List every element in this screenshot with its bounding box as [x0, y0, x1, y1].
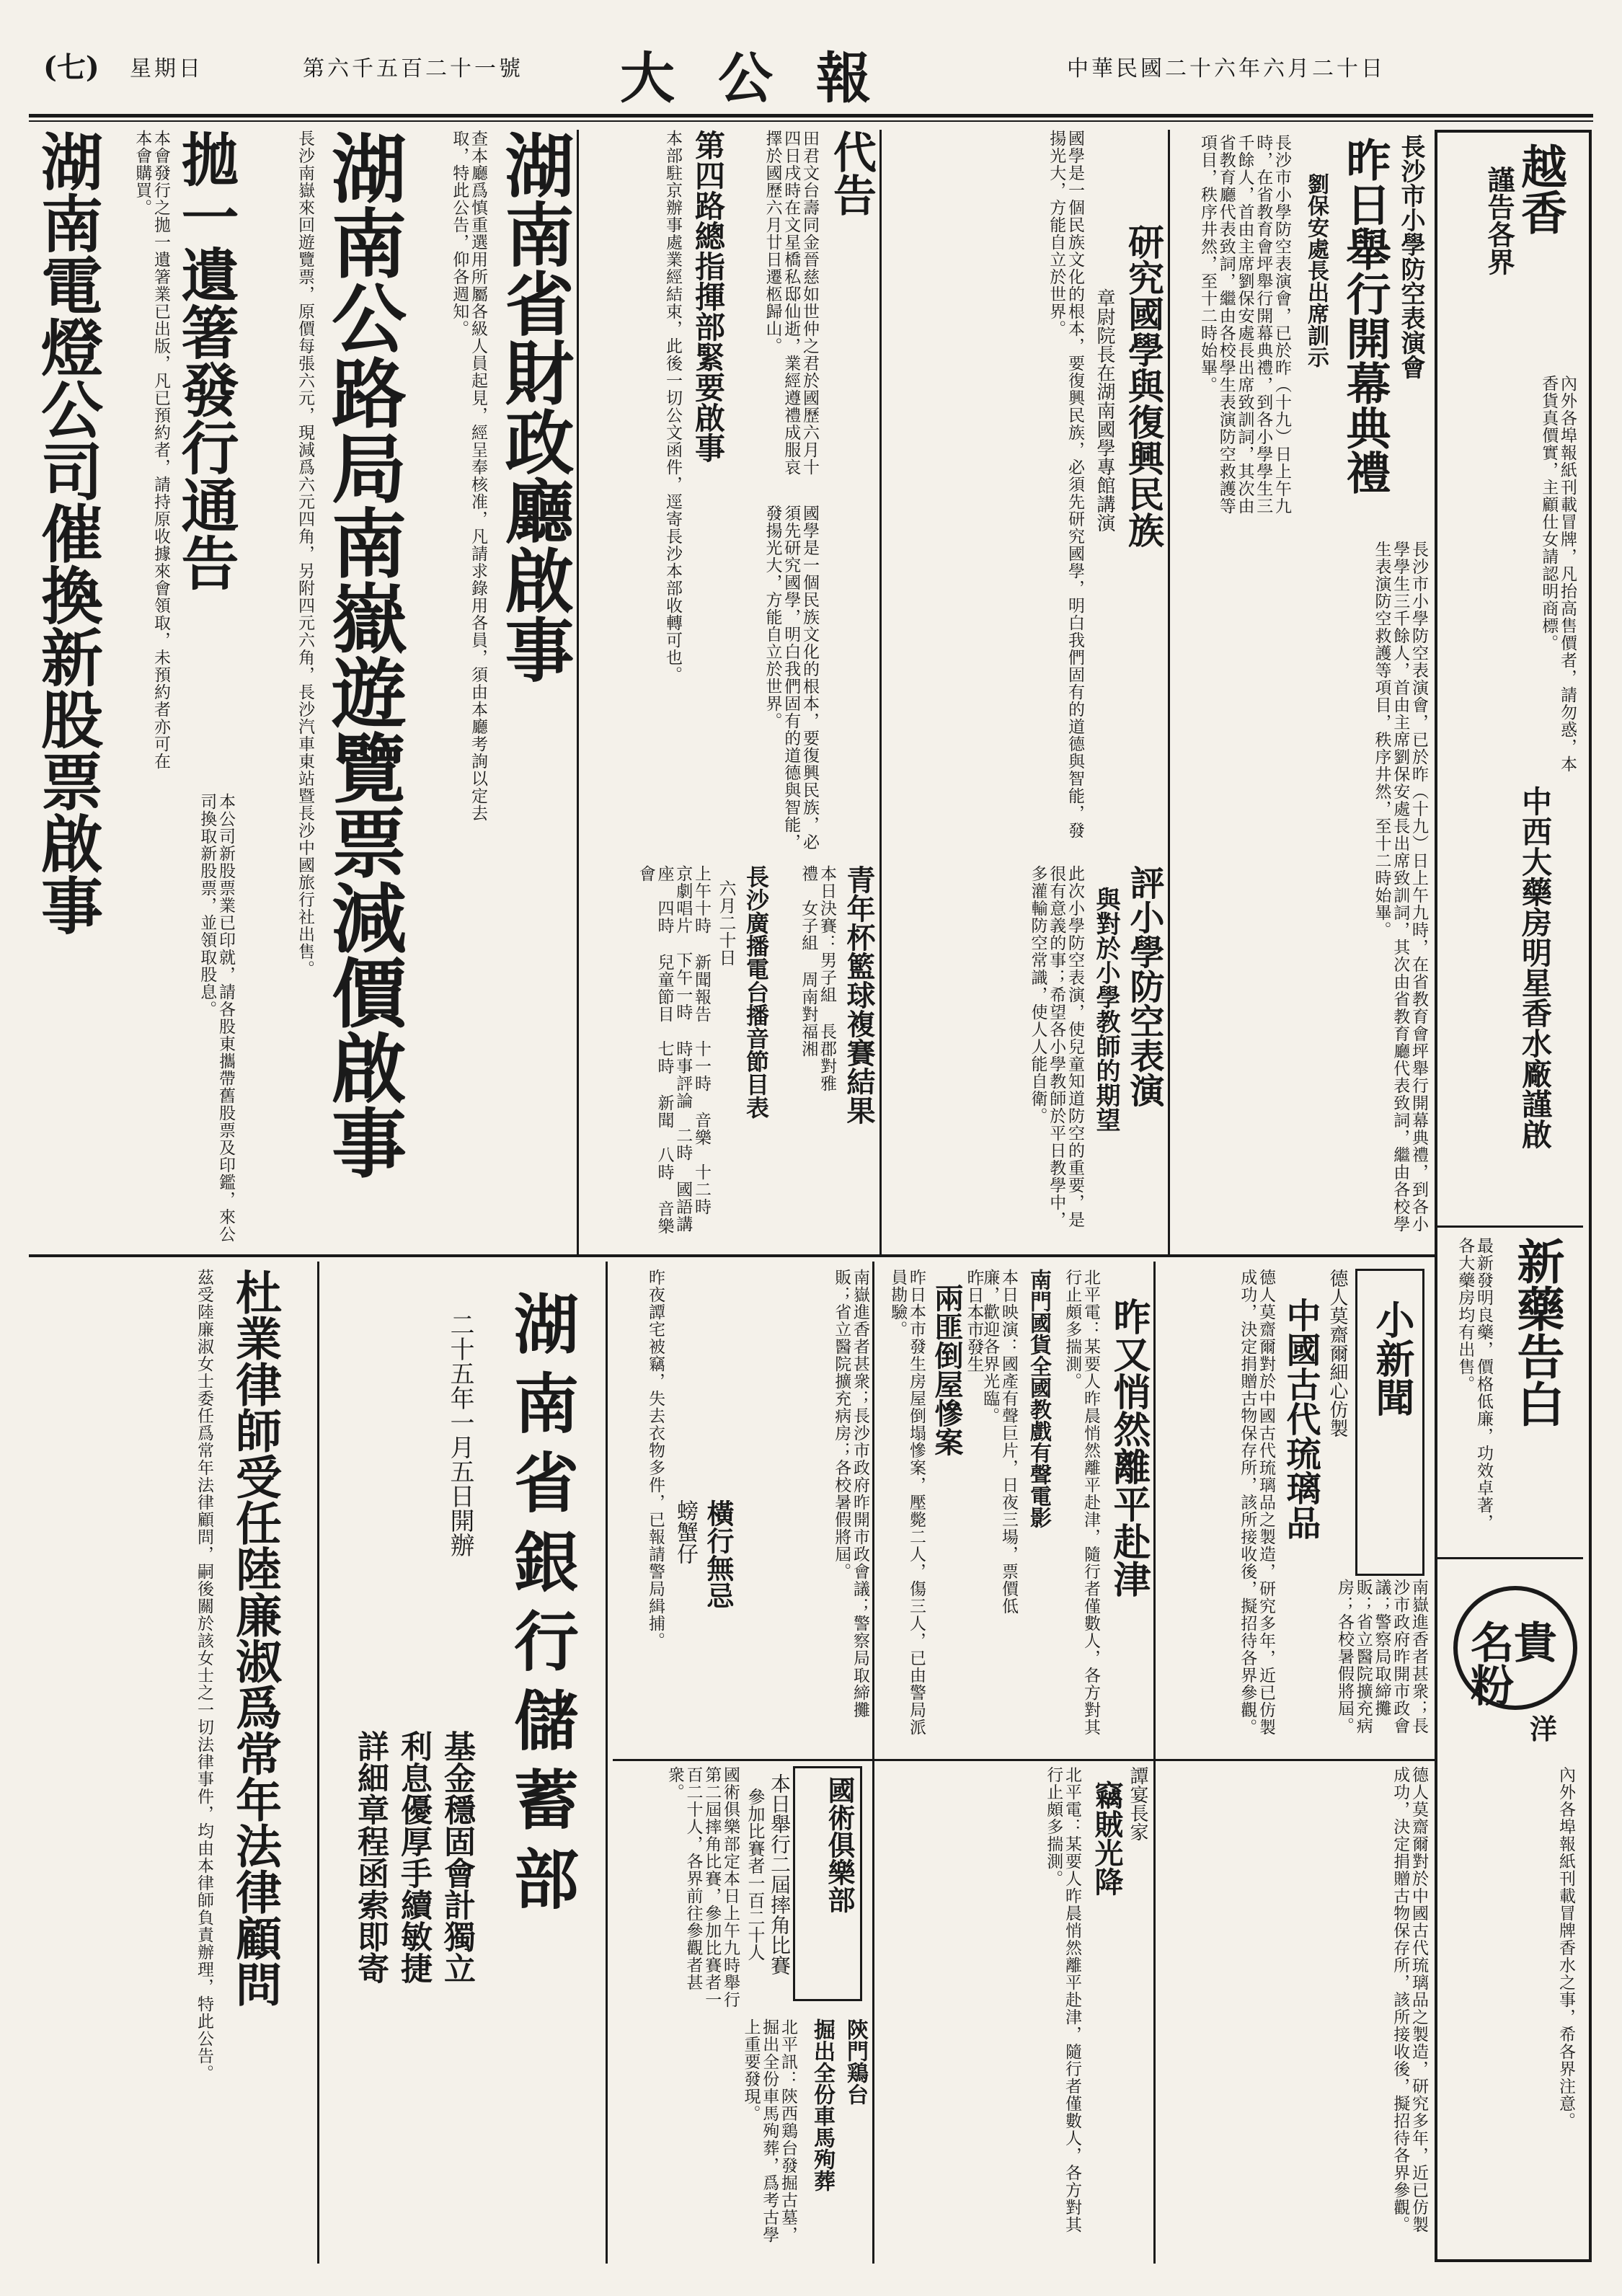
finance-body: 查本廳爲慎重選用所屬各級人員起見，經呈奉核准，凡請求錄用各員，須由本廳考詢以定去取，特此公告，仰各週知。 [450, 130, 487, 822]
middle-ads [584, 130, 876, 858]
arrest-kicker: 昨日本市發生 [964, 1269, 984, 1373]
thief-article [879, 1766, 1150, 2256]
journey-body: 北平電：某要人昨晨悄然離平赴津，隨行者僅數人，各方對其行止頗多揣測。 [1063, 1269, 1100, 1736]
col-rule-g [317, 1262, 319, 2264]
rally-body-continued [1175, 541, 1427, 1247]
rally-body: 長沙市小學防空表演會，已於昨（十九）日上午九時，在省教育會坪舉行開幕典禮，到各小學學生三千餘人，首由主席劉保安處長出席致訓詞，其次由省教育廳代表致詞，繼由各校學生表演防空救護等項目，秩序井然，至十二時始畢。 [1198, 134, 1291, 515]
bank-line-2: 利息優厚手續敏捷 [395, 1730, 432, 1984]
power-company-title: 湖南電燈公司催換新股票啟事 [30, 130, 103, 936]
bank-date: 二十五年一月五日開辦 [446, 1312, 474, 1557]
memorial-body: 田君文台壽同金晉慈如世仲之君於國歷六月十四日戌時在文星橋私邸仙逝，業經遵禮成服哀擇於國歷六月廿日遷柩歸山。 [763, 130, 819, 476]
side-drug-title: 新藥告白 [1509, 1237, 1565, 1427]
thief-article-body: 北平電：某要人昨晨悄然離平赴津，隨行者僅數人，各方對其行止頗多揣測。 [1044, 1766, 1081, 2233]
col-rule-b [879, 130, 882, 1254]
issue-number: 第六千五百二十一號 [303, 56, 523, 81]
journey-headline: 昨又悄然離平赴津 [1107, 1298, 1151, 1597]
cartoon-caption: 螃蟹仔 [673, 1499, 698, 1564]
lower-news-right [1161, 1766, 1427, 2256]
page-number: (七) [43, 50, 99, 84]
national-studies-article [887, 130, 1164, 858]
relics-article [1161, 1269, 1350, 1752]
radio-body: 上午十時 新聞報告 十一時 音樂 十二時 京劇唱片 下午一時 時事評論 二時 國語講座 四時 兒童節目 七時 新聞 八時 音樂會 [636, 865, 711, 1235]
weekday: 星期日 [130, 56, 203, 81]
incense-notice-head: 謹告各界 [1483, 166, 1515, 275]
section-rule [29, 1254, 1435, 1257]
commander-title: 第四路總指揮部緊要啟事 [691, 130, 726, 463]
studies-headline: 研究國學與復興民族 [1122, 223, 1165, 548]
club-sub2: 參加比賽者一百二十人 [745, 1788, 765, 1961]
lost-notice-body: 本會發行之拋一遺箸業已出版，凡已預約者，請持原收據來會領取，未預約者亦可在本會購買。 [133, 130, 170, 770]
review-subhead: 與對於小學教師的期望 [1091, 887, 1120, 1132]
news-middle [879, 1269, 1150, 1752]
lost-notice-title: 拋一遺箸發行通告 [172, 130, 239, 591]
studies-byline: 章尉院長在湖南國學專館講演 [1094, 288, 1115, 532]
radio-title: 長沙廣播電台播音節目表 [743, 865, 770, 1119]
club-body: 國術俱樂部定本日上午九時舉行第二屆摔角比賽，參加比賽者一百二十人，各界前往參觀者甚衆。 [665, 1766, 740, 2008]
air-defense-rally-article [1175, 130, 1427, 533]
shaanxi-subtitle: 掘出全份車馬殉葬 [810, 2018, 835, 2191]
shaanxi-body: 北平訊：陝西鶏台發掘古墓，掘出全份車馬殉葬，爲考古學上重要發現。 [741, 2018, 797, 2243]
thief-body: 昨夜譚宅被竊，失去衣物多件，已報請警局緝捕。 [646, 1269, 665, 1649]
club-subtitle: 本日舉行二屆摔角比賽 [768, 1773, 792, 1975]
lawyer-title: 杜業律師受任陸廉淑爲常年法律顧問 [228, 1269, 282, 2007]
air-defense-review-article [887, 865, 1164, 1247]
strip-rule [1437, 1225, 1583, 1228]
lawyer-body: 茲受陸廉淑女士委任爲常年法律顧問，嗣後關於該女士之一切法律事件，均由本律師負責辦理，特此公告。 [195, 1269, 213, 2082]
rally-headline: 昨日舉行開幕典禮 [1339, 137, 1391, 495]
thief-kicker: 譚宴長家 [1127, 1766, 1148, 1841]
theater-headline: 南門國貨全國教戲有聲電影 [1026, 1269, 1051, 1528]
rally-kicker: 長沙市小學防空表演會 [1396, 134, 1425, 379]
radio-basketball-block [584, 865, 876, 1247]
studies-body: 國學是一個民族文化的根本，要復興民族，必須先研究國學，明白我們固有的道德與智能，發揚光大，方能自立於世界。 [1047, 130, 1084, 839]
small-news-body: 南嶽進香者甚衆；長沙市政府昨開市政會議；警察局取締攤販；省立醫院擴充病房；各校暑假將屆。 [1335, 1579, 1428, 1734]
masthead-rule-thin [29, 120, 1593, 122]
thief-body-upper: 南嶽進香者甚衆；長沙市政府昨開市政會議；警察局取締攤販；省立醫院擴充病房；各校暑假將屆。 [832, 1269, 869, 1719]
memorial-body-2: 國學是一個民族文化的根本，要復興民族，必須先研究國學，明白我們固有的道德與智能，發揚光大，方能自立於世界。 [763, 505, 819, 851]
bottom-rule [613, 1759, 1435, 1761]
arrest-body: 昨日本市發生房屋倒塌慘案，壓斃二人，傷三人，已由警局派員勘驗。 [888, 1269, 926, 1736]
left-ads [29, 130, 573, 1251]
small-news-box [1355, 1269, 1424, 1576]
relics-headline: 中國古代琉璃品 [1280, 1298, 1321, 1540]
finance-title: 湖南省財政廳啟事 [494, 130, 575, 683]
strip-rule-2 [1437, 1557, 1583, 1559]
arrest-headline: 兩匪倒屋慘案 [930, 1283, 964, 1456]
small-news-items [1335, 1579, 1428, 1752]
powder-ad [1443, 1564, 1579, 2249]
relics-body: 德人莫齋爾對於中國古代琉璃品之製造，研究多年，近已仿製成功，決定捐贈古物保存所，該所接收後，擬招待各界參觀。 [1238, 1269, 1275, 1736]
col-rule-e [872, 1262, 874, 2264]
club-title: 國術俱樂部 [823, 1776, 856, 1913]
lawyer-ad [29, 1269, 314, 2256]
relics-kicker: 德人莫齋爾細心仿製 [1326, 1269, 1348, 1437]
cartoon-title: 橫行無忌 [702, 1499, 735, 1609]
rally-body-2: 長沙市小學防空表演會，已於昨（十九）日上午九時，在省教育會坪舉行開幕典禮，到各小學學生三千餘人，首由主席劉保安處長出席致訓詞，其次由省教育廳代表致詞，繼由各校學生表演防空救護等項目，秩序井然，至十二時始畢。 [1372, 541, 1428, 1233]
commander-body: 本部駐京辦事處業經結束，此後一切公文函件，逕寄長沙本部收轉可也。 [663, 130, 682, 683]
bank-ad [324, 1269, 602, 2256]
side-drug-body: 最新發明良藥，價格低廉，功效卓著，各大藥房均有出售。 [1455, 1237, 1493, 1531]
publication-date: 中華民國二十六年六月二十日 [1067, 56, 1386, 81]
side-drug-ad [1443, 1233, 1579, 1550]
small-news-title: 小新聞 [1370, 1300, 1416, 1417]
theater-body: 本日映演：國產有聲巨片，日夜三場，票價低廉，歡迎各界光臨。 [980, 1269, 1018, 1615]
shaanxi-title: 陝門鶏台 [843, 2018, 868, 2105]
basketball-title: 青年杯籃球複賽結果 [842, 865, 876, 1125]
club-shaanxi [613, 1766, 869, 2256]
newspaper-page [29, 29, 1593, 2271]
incense-company: 中西大藥房明星香水廠謹啟 [1517, 786, 1553, 1149]
powder-ad-body: 內外各埠報紙刊載冒牌香水之事，希各界注意。 [1556, 1766, 1575, 2129]
road-bureau-body: 長沙南嶽來回遊覽票，原價每張六元，現減爲六元四角，另附四元六角，長沙汽車東站暨長沙中國旅行社出售。 [296, 130, 314, 978]
col-rule-c [577, 130, 579, 1254]
review-headline: 評小學防空表演 [1124, 865, 1164, 1107]
incense-brand: 越香 [1513, 143, 1567, 235]
basketball-body: 本日決賽：男子組 長郡對雅禮 女子組 周南對福湘 [799, 865, 836, 1092]
col-rule-d [1153, 1262, 1156, 2264]
review-body: 此次小學防空表演，使兒童知道防空的重要，是很有意義的事；希望各小學教師於平日教學中，多灌輸防空常識，使人人能自衛。 [1028, 865, 1084, 1228]
incense-notice-body: 內外各埠報紙刊載冒牌，凡抬高售價者，請勿惑，本香貨真價實，主顧仕女請認明商標。 [1539, 375, 1577, 773]
rally-subhead: 劉保安處長出席訓示 [1303, 173, 1329, 368]
power-company-body: 本公司新股票業已印就，請各股東攜帶舊股票及印鑑，來公司換取新股票，並領取股息。 [198, 793, 235, 1243]
incense-ad [1443, 137, 1579, 1218]
masthead-rule [29, 114, 1593, 118]
col-rule-a [1168, 130, 1170, 1254]
powder-seal-sub: 洋 [1530, 1713, 1558, 1745]
radio-subtitle: 六月二十日 [716, 879, 736, 966]
bank-line-1: 基金穩固會計獨立 [438, 1730, 475, 1984]
bank-line-3: 詳細章程函索即寄 [352, 1730, 389, 1984]
cartoon-thief [613, 1269, 869, 1752]
newspaper-title: 大公報 [620, 46, 914, 110]
lower-news-right-body: 德人莫齋爾對於中國古代琉璃品之製造，研究多年，近已仿製成功，決定捐贈古物保存所，該所接收後，擬招待各界參觀。 [1391, 1766, 1428, 2233]
masthead [29, 29, 1593, 115]
col-rule-f [606, 1262, 608, 2264]
bank-title: 湖南省銀行儲蓄部 [502, 1290, 579, 1925]
thief-headline: 竊賊光降 [1090, 1781, 1124, 1896]
road-bureau-title: 湖南公路局南嶽遊覽票減價啟事 [319, 130, 407, 1179]
powder-seal-text: 名貴粉 [1471, 1618, 1557, 1712]
memorial-title: 代告 [826, 130, 877, 216]
